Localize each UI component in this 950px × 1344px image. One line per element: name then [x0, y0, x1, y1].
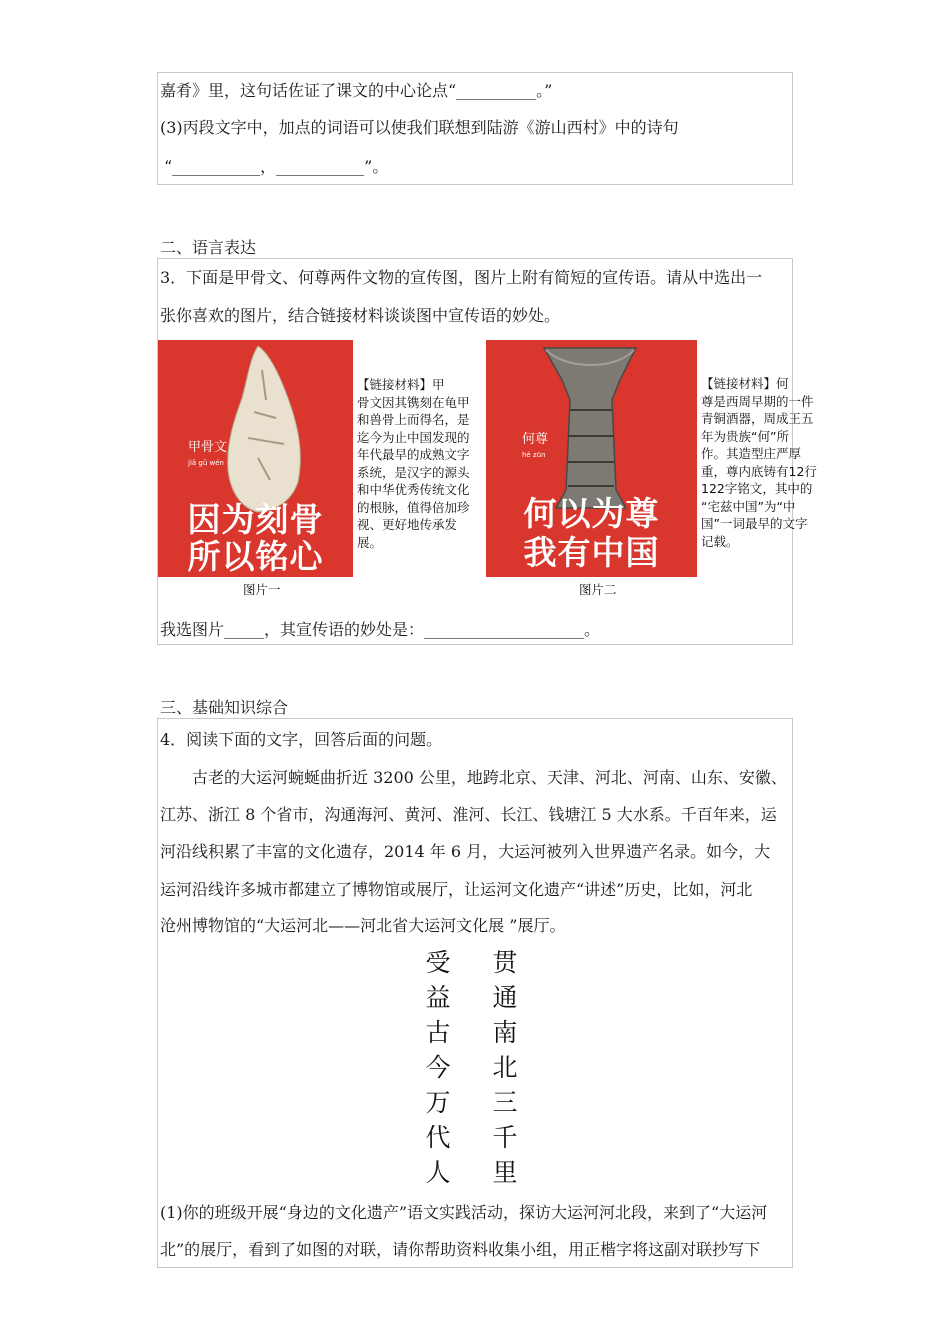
couplet-left	[418, 945, 458, 1190]
poster-slogan-line2: 我有中国	[523, 533, 660, 572]
couplet-char: 北	[492, 1053, 518, 1082]
text-line: 嘉肴》里，这句话佐证了课文的中心论点“__________。”	[160, 81, 553, 100]
answer-line: 我选图片_____，其宣传语的妙处是：____________________。	[160, 620, 601, 639]
couplet-char: 里	[492, 1158, 518, 1187]
couplet-char: 人	[425, 1158, 451, 1187]
question-3-text: 3．下面是甲骨文、何尊两件文物的宣传图，图片上附有简短的宣传语。请从中选出一	[160, 268, 763, 287]
paragraph-line: 沧州博物馆的“大运河北——河北省大运河文化展 ”展厅。	[160, 916, 566, 935]
poster-slogan-line2: 所以铭心	[187, 537, 324, 576]
poster-pinyin: jiǎ gǔ wén	[188, 459, 224, 467]
poster-label: 何尊	[522, 432, 549, 447]
question-3-text: 张你喜欢的图片，结合链接材料谈谈图中宣传语的妙处。	[160, 306, 561, 325]
poster-caption: 图片一	[243, 582, 281, 597]
paragraph-line: 江苏、浙江 8 个省市，沟通海河、黄河、淮河、长江、钱塘江 5 大水系。千百年来，运	[160, 805, 777, 824]
poster-slogan-line1: 因为刻骨	[187, 500, 324, 539]
couplet-char: 通	[492, 983, 518, 1012]
text-line: (3)丙段文字中，加点的词语可以使我们联想到陆游《游山西村》中的诗句	[160, 118, 679, 137]
link-material-he-zun: 【链接材料】何 尊是西周早期的一件 青铜酒器，周成王五 年为贵族“何”所 作。其造型庄严厚 重，尊内底铸有12行 122字铭文，其中的 “宅兹中国”为“中 国”一词最早的文字 记载。	[701, 376, 817, 549]
couplet-char: 千	[492, 1123, 518, 1152]
couplet-right	[485, 945, 525, 1190]
section-title-language-expression: 二、语言表达	[160, 238, 257, 257]
poster-caption: 图片二	[579, 582, 617, 597]
poster-he-zun	[486, 340, 697, 577]
subquestion-1-text: 北”的展厅，看到了如图的对联，请你帮助资料收集小组，用正楷字将这副对联抄写下	[160, 1240, 761, 1259]
paragraph-line: 河沿线积累了丰富的文化遗存，2014 年 6 月，大运河被列入世界遗产名录。如今，大	[160, 842, 771, 861]
section-title-basic-knowledge: 三、基础知识综合	[160, 698, 289, 717]
poster-oracle-bone	[158, 340, 353, 577]
text-line: “___________，___________”。	[164, 157, 389, 176]
couplet-char: 受	[425, 948, 451, 977]
couplet-char: 三	[492, 1088, 518, 1117]
couplet-char: 代	[425, 1123, 451, 1152]
couplet-char: 南	[492, 1018, 518, 1047]
paragraph-line: 运河沿线许多城市都建立了博物馆或展厅，让运河文化遗产“讲述”历史，比如，河北	[160, 880, 753, 899]
link-material-oracle-bone: 【链接材料】甲 骨文因其镌刻在龟甲 和兽骨上而得名，是 迄今为止中国发现的 年代最早的成熟文字 系统，是汉字的源头 和中华优秀传统文化 的根脉，值得倍加珍 视、更好地传承发 展。	[357, 377, 470, 550]
subquestion-1-text: (1)你的班级开展“身边的文化遗产”语文实践活动，探访大运河河北段，来到了“大运河	[160, 1203, 768, 1222]
couplet-char: 万	[425, 1088, 451, 1117]
question-box-4	[157, 718, 793, 1268]
poster-pinyin: hé zūn	[522, 451, 546, 459]
couplet-char: 贯	[492, 948, 518, 977]
poster-label: 甲骨文	[188, 440, 228, 455]
paragraph-line: 古老的大运河蜿蜒曲折近 3200 公里，地跨北京、天津、河北、河南、山东、安徽、	[192, 768, 787, 787]
couplet-char: 益	[425, 983, 451, 1012]
question-4-text: 4．阅读下面的文字，回答后面的问题。	[160, 730, 443, 749]
couplet-char: 古	[425, 1018, 451, 1047]
poster-slogan-line1: 何以为尊	[523, 494, 660, 533]
couplet-char: 今	[425, 1053, 451, 1082]
